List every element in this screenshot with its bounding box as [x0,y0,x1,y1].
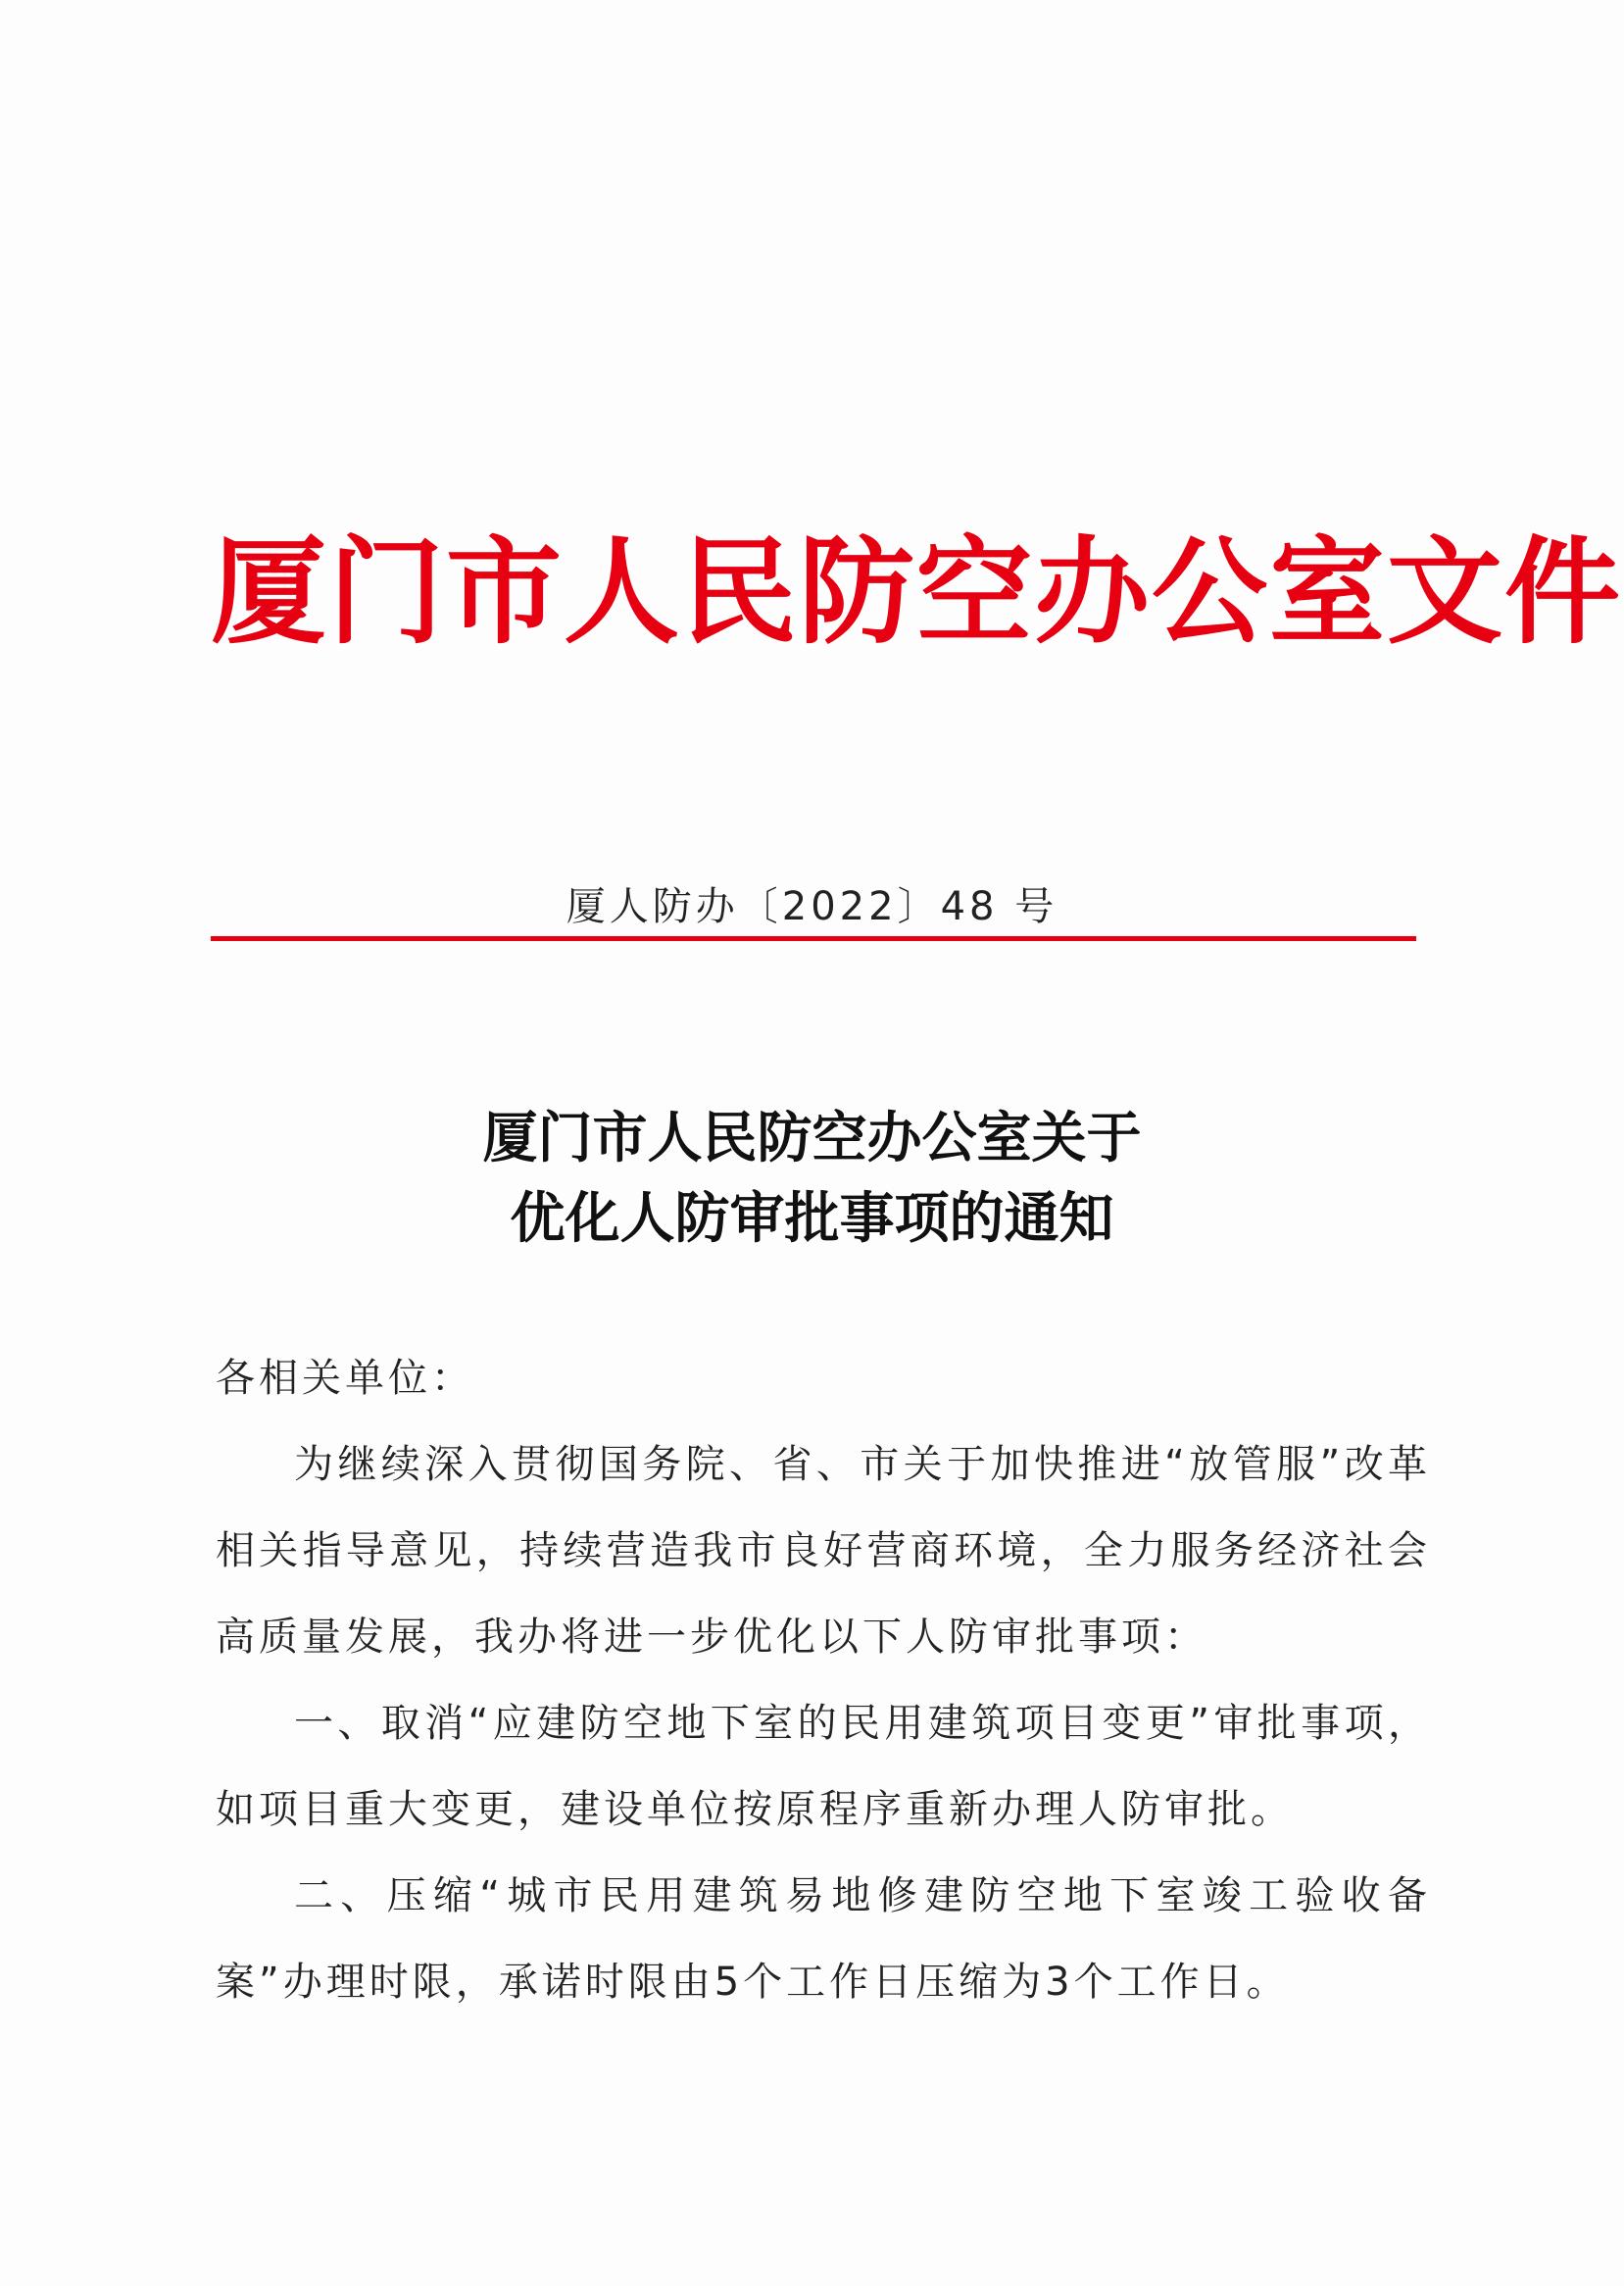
paragraph-item-2: 二、压缩“城市民用建筑易地修建防空地下室竣工验收备案”办理时限，承诺时限由5个工作日压缩为3个工作日。 [216,1873,1431,2005]
document-title-line-1: 厦门市人民防空办公室关于 [482,1106,1142,1170]
document-title [0,1098,1624,1259]
document-number: 厦人防办〔2022〕48 号 [566,884,1058,929]
paragraph-intro: 为继续深入贯彻国务院、省、市关于加快推进“放管服”改革相关指导意见，持续营造我市良好营商环境，全力服务经济社会高质量发展，我办将进一步优化以下人防审批事项： [216,1442,1431,1660]
document-body [216,1335,1431,2025]
salutation: 各相关单位： [216,1356,474,1401]
document-masthead: 厦门市人民防空办公室文件 [211,523,1623,660]
paragraph-item-1: 一、取消“应建防空地下室的民用建筑项目变更”审批事项，如项目重大变更，建设单位按原程序重新办理人防审批。 [216,1701,1431,1832]
document-title-line-2: 优化人防审批事项的通知 [510,1186,1114,1251]
red-divider-rule [211,936,1416,941]
